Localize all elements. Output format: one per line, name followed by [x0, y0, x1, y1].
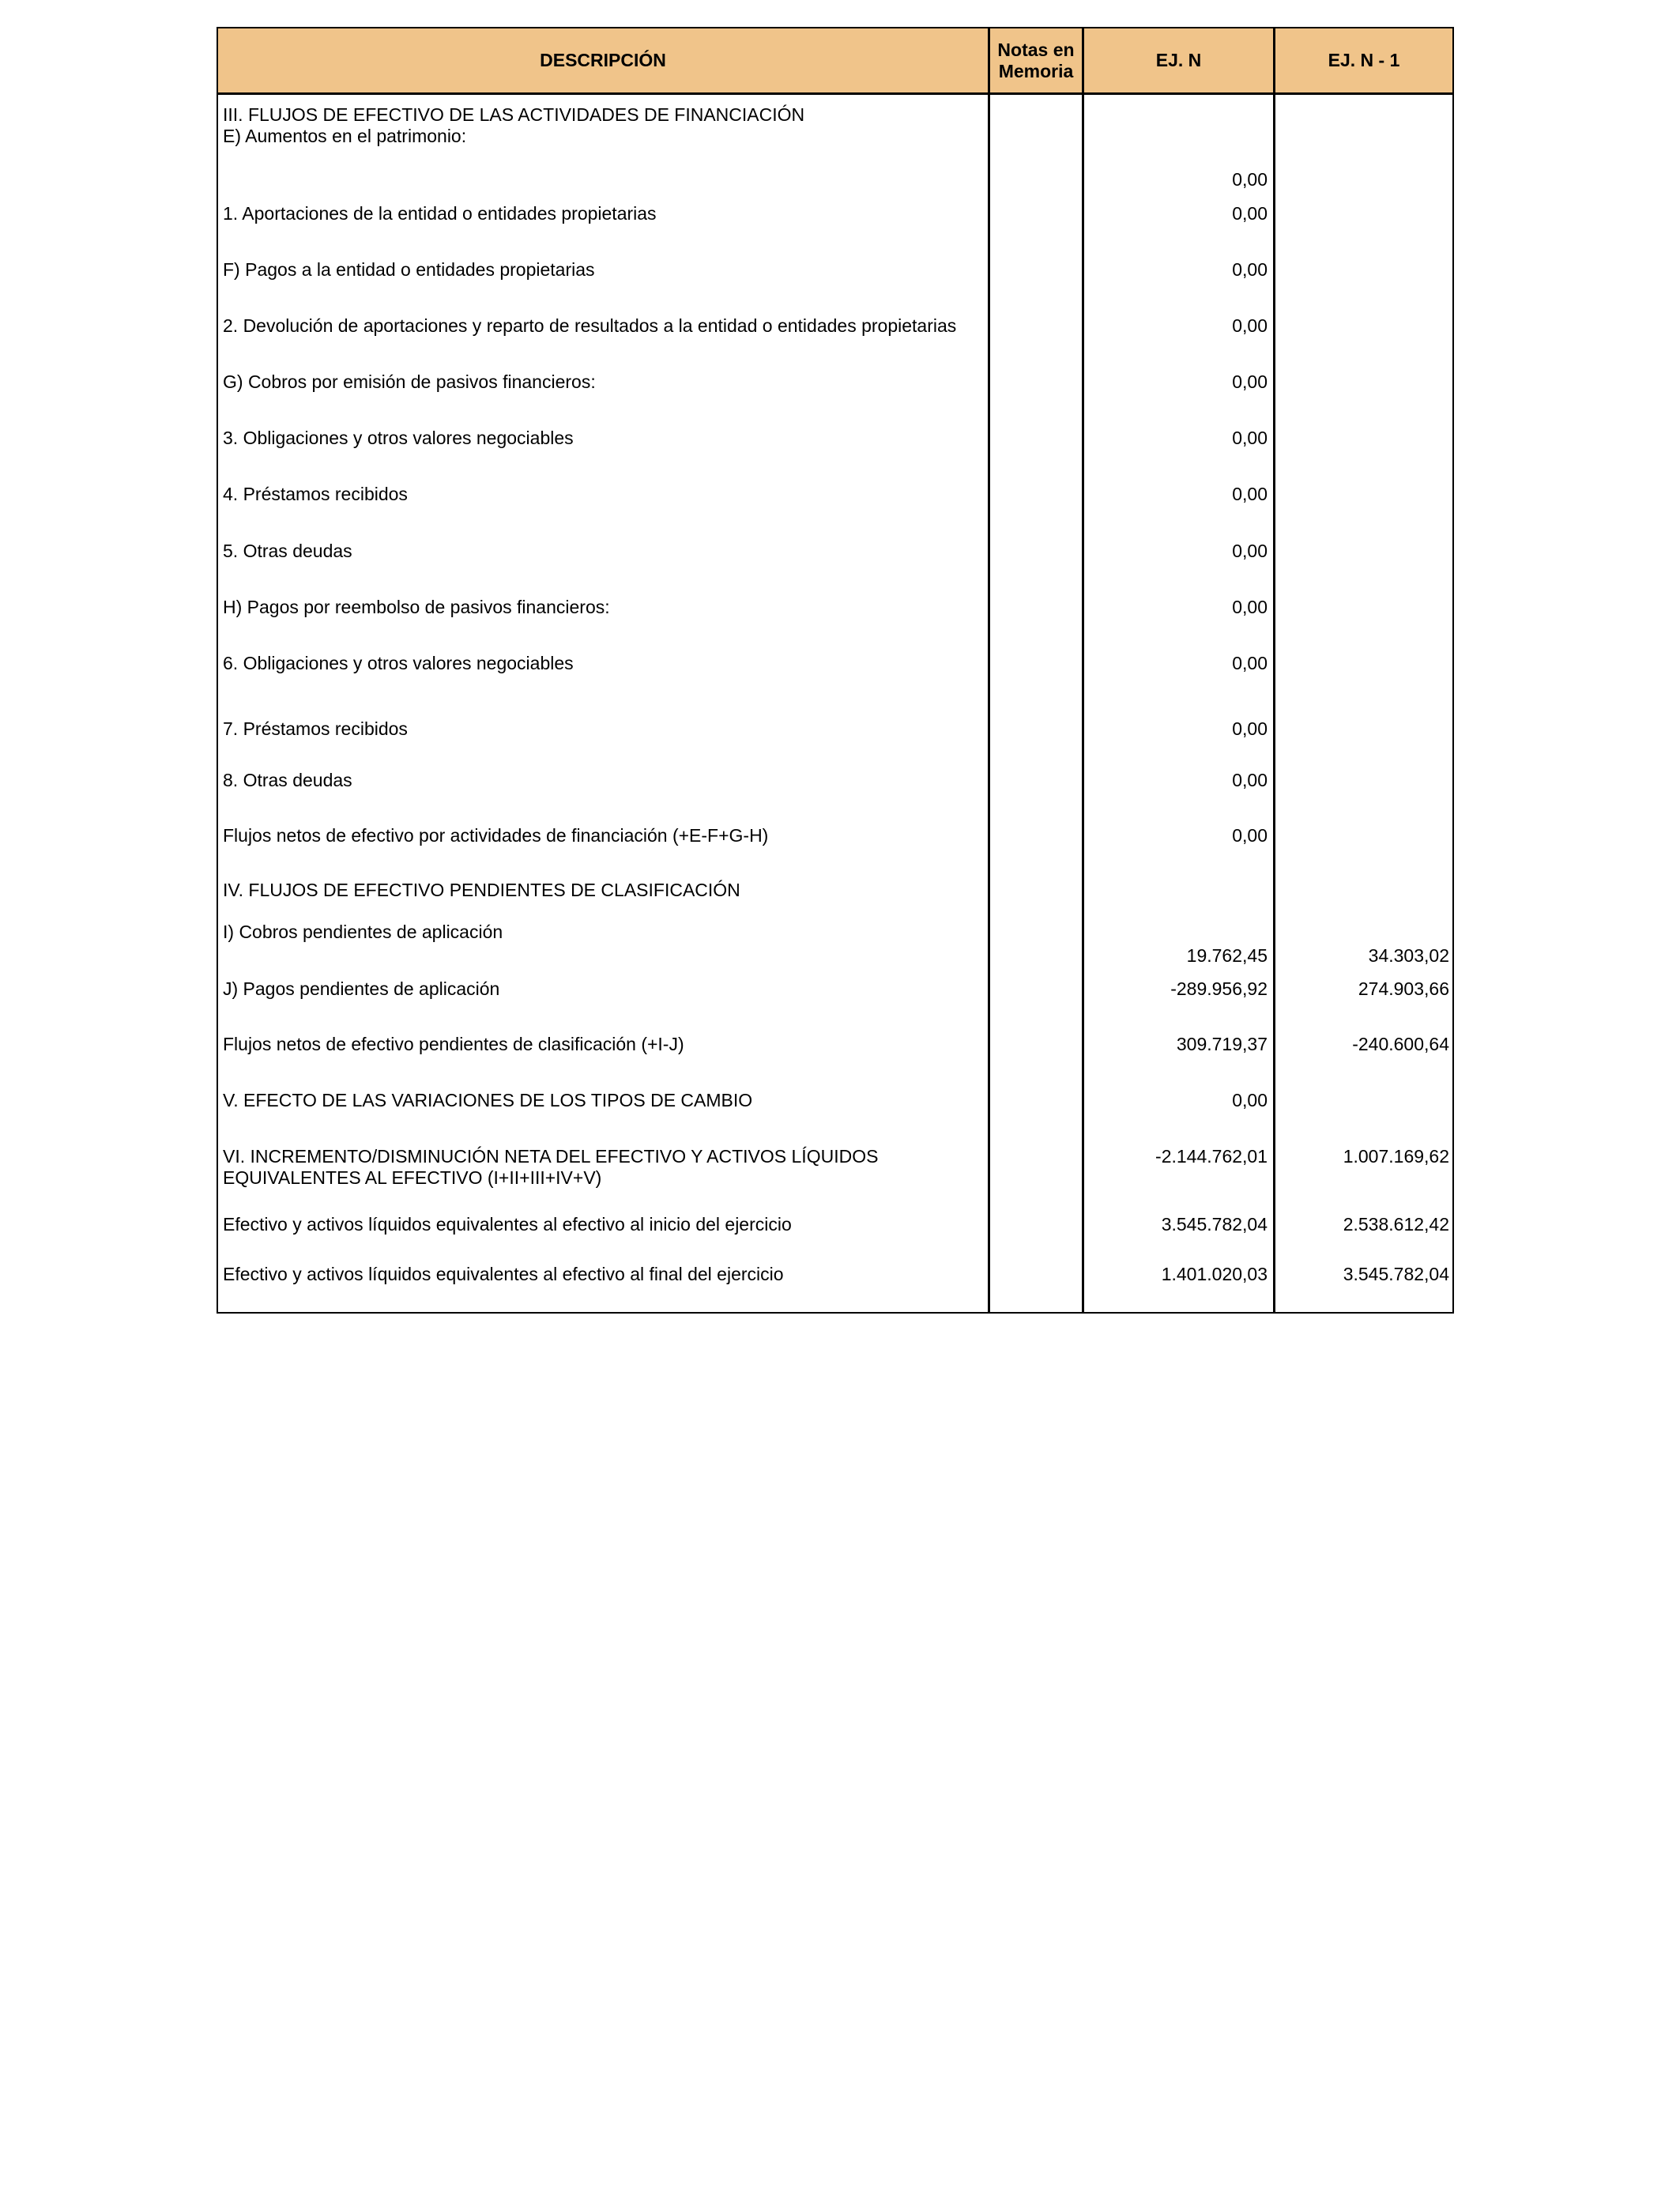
value-ej-n: 19.762,45 [1186, 945, 1268, 966]
value-ej-n: 0,00 [1232, 770, 1268, 790]
header-notas-line1: Notas en [997, 39, 1075, 60]
row-description: 7. Préstamos recibidos [223, 718, 408, 739]
value-ej-n: 0,00 [1232, 259, 1268, 280]
row-description: 4. Préstamos recibidos [223, 484, 408, 504]
column-divider [988, 28, 990, 1312]
header-ej-n: EJ. N [1155, 50, 1202, 70]
value-ej-n: 0,00 [1232, 1090, 1268, 1110]
row-description: Efectivo y activos líquidos equivalentes al efectivo al inicio del ejercicio [223, 1214, 792, 1235]
row-description: Efectivo y activos líquidos equivalentes al efectivo al final del ejercicio [223, 1264, 784, 1284]
cash-flow-table [217, 27, 1454, 1314]
column-divider [1082, 28, 1084, 1312]
value-ej-n: 0,00 [1232, 428, 1268, 448]
value-ej-n: -289.956,92 [1170, 978, 1268, 999]
row-description: 6. Obligaciones y otros valores negociables [223, 653, 574, 673]
value-ej-n: 0,00 [1232, 541, 1268, 561]
row-description: F) Pagos a la entidad o entidades propietarias [223, 259, 595, 280]
row-description: Flujos netos de efectivo pendientes de clasificación (+I-J) [223, 1034, 684, 1054]
value-ej-n: 0,00 [1232, 825, 1268, 846]
header-descripcion: DESCRIPCIÓN [540, 50, 666, 70]
row-description: 5. Otras deudas [223, 541, 352, 561]
table-header [218, 28, 1452, 95]
value-ej-n: 0,00 [1232, 315, 1268, 336]
value-ej-n: -2.144.762,01 [1155, 1146, 1268, 1167]
row-description: 3. Obligaciones y otros valores negociables [223, 428, 574, 448]
column-divider [1273, 28, 1275, 1312]
row-description: IV. FLUJOS DE EFECTIVO PENDIENTES DE CLASIFICACIÓN [223, 880, 740, 900]
header-notas [990, 28, 1082, 92]
row-description: 8. Otras deudas [223, 770, 352, 790]
value-ej-n: 0,00 [1232, 718, 1268, 739]
header-notas-line2: Memoria [998, 60, 1074, 81]
row-description: III. FLUJOS DE EFECTIVO DE LAS ACTIVIDADES DE FINANCIACIÓN [223, 104, 805, 125]
row-description-line2: EQUIVALENTES AL EFECTIVO (I+II+III+IV+V) [223, 1167, 602, 1188]
row-description: H) Pagos por reembolso de pasivos financieros: [223, 597, 610, 617]
value-ej-n: 0,00 [1232, 484, 1268, 504]
row-description: Flujos netos de efectivo por actividades de financiación (+E-F+G-H) [223, 825, 769, 846]
row-description: V. EFECTO DE LAS VARIACIONES DE LOS TIPOS DE CAMBIO [223, 1090, 753, 1110]
value-ej-n: 0,00 [1232, 169, 1268, 190]
row-description: E) Aumentos en el patrimonio: [223, 126, 467, 146]
value-ej-n1: 34.303,02 [1368, 945, 1449, 966]
value-ej-n: 1.401.020,03 [1161, 1264, 1268, 1284]
header-ej-n1: EJ. N - 1 [1328, 50, 1400, 70]
row-description: 1. Aportaciones de la entidad o entidades propietarias [223, 203, 657, 224]
value-ej-n: 309.719,37 [1176, 1034, 1268, 1054]
value-ej-n1: 1.007.169,62 [1343, 1146, 1449, 1167]
value-ej-n1: 3.545.782,04 [1343, 1264, 1449, 1284]
value-ej-n: 0,00 [1232, 653, 1268, 673]
value-ej-n1: 2.538.612,42 [1343, 1214, 1449, 1235]
row-description: VI. INCREMENTO/DISMINUCIÓN NETA DEL EFECTIVO Y ACTIVOS LÍQUIDOS [223, 1146, 879, 1167]
value-ej-n: 3.545.782,04 [1161, 1214, 1268, 1235]
row-description: J) Pagos pendientes de aplicación [223, 978, 500, 999]
row-description: I) Cobros pendientes de aplicación [223, 922, 503, 942]
value-ej-n: 0,00 [1232, 203, 1268, 224]
value-ej-n: 0,00 [1232, 371, 1268, 392]
value-ej-n: 0,00 [1232, 597, 1268, 617]
value-ej-n1: 274.903,66 [1358, 978, 1449, 999]
value-ej-n1: -240.600,64 [1352, 1034, 1449, 1054]
row-description: G) Cobros por emisión de pasivos financieros: [223, 371, 596, 392]
row-description: 2. Devolución de aportaciones y reparto de resultados a la entidad o entidades propietarias [223, 315, 957, 336]
